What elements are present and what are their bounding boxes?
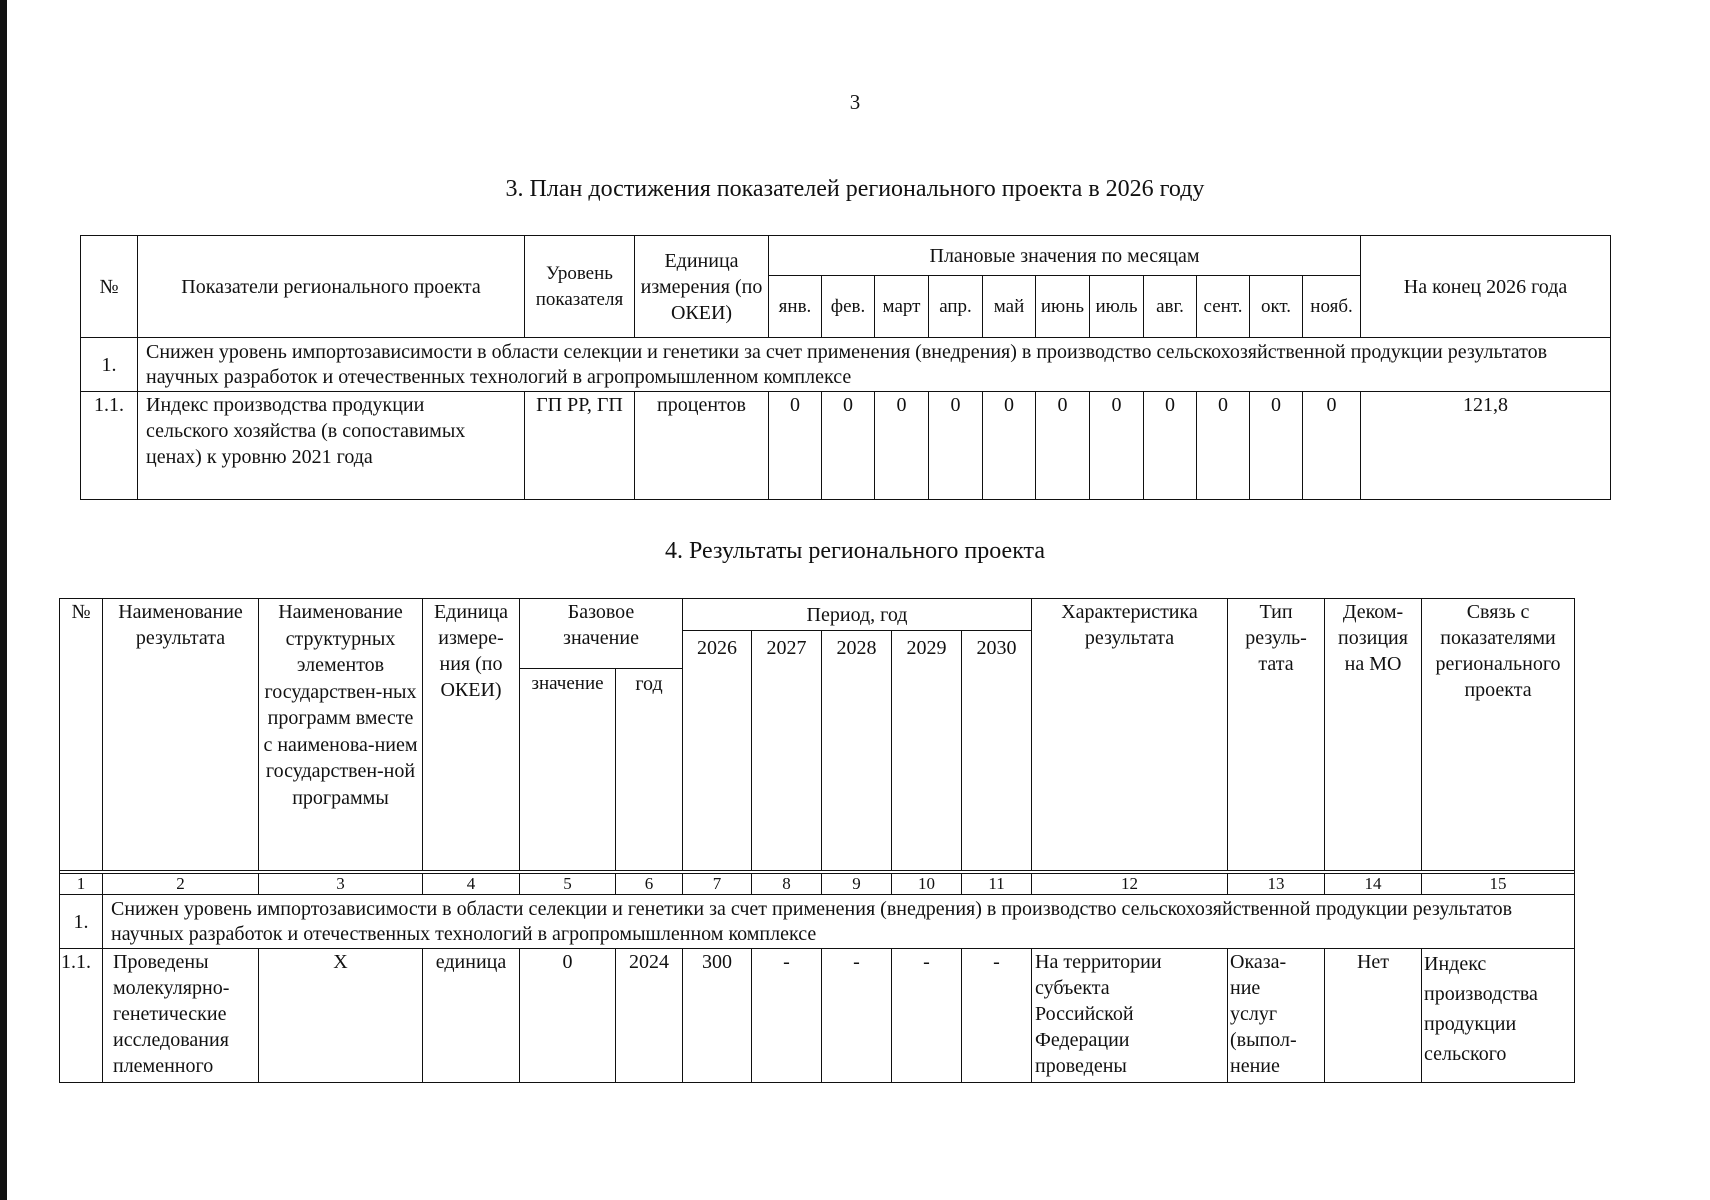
row-link: Индекс производства продукции сельского bbox=[1422, 949, 1575, 1083]
column-number: 13 bbox=[1228, 874, 1325, 895]
group-text: Снижен уровень импортозависимости в области селекции и генетики за счет применения (внедрения) в производство сельскохозяйственной продукции результатов научных разработок и отечественных технологий в агропромышленном комплексе bbox=[138, 338, 1611, 392]
row-end-value: 121,8 bbox=[1361, 392, 1611, 500]
header-month: апр. bbox=[929, 276, 983, 338]
header-indicator: Показатели регионального проекта bbox=[138, 236, 525, 338]
row-characteristic: На территории субъекта Российской Федерации проведены bbox=[1032, 949, 1228, 1083]
row-year-value: - bbox=[962, 949, 1032, 1083]
column-number: 8 bbox=[752, 874, 822, 895]
group-num: 1. bbox=[81, 338, 138, 392]
row-num: 1.1. bbox=[60, 949, 103, 1083]
row-base-year: 2024 bbox=[616, 949, 683, 1083]
header-level: Уровень показателя bbox=[525, 236, 635, 338]
header-month: окт. bbox=[1250, 276, 1303, 338]
column-number: 6 bbox=[616, 874, 683, 895]
header-year: 2030 bbox=[962, 631, 1032, 871]
header-decomp: Деком-позиция на МО bbox=[1325, 599, 1422, 871]
header-structural: Наименование структурных элементов государствен-ных программ вместе с наименова-нием государствен-ной программы bbox=[259, 599, 423, 871]
header-month: янв. bbox=[769, 276, 822, 338]
header-period: Период, год bbox=[683, 599, 1032, 631]
row-year-value: - bbox=[822, 949, 892, 1083]
header-end: На конец 2026 года bbox=[1361, 236, 1611, 338]
page-number: 3 bbox=[849, 90, 861, 114]
row-level: ГП РР, ГП bbox=[525, 392, 635, 500]
header-monthly: Плановые значения по месяцам bbox=[769, 236, 1361, 276]
header-year: 2029 bbox=[892, 631, 962, 871]
row-month-value: 0 bbox=[983, 392, 1036, 500]
header-month: авг. bbox=[1144, 276, 1197, 338]
header-month: март bbox=[875, 276, 929, 338]
header-year: 2028 bbox=[822, 631, 892, 871]
row-base-value: 0 bbox=[520, 949, 616, 1083]
row-unit: процентов bbox=[635, 392, 769, 500]
header-link: Связь с показателями регионального проекта bbox=[1422, 599, 1575, 871]
row-year-value: - bbox=[752, 949, 822, 1083]
row-num: 1.1. bbox=[81, 392, 138, 500]
row-decomp: Нет bbox=[1325, 949, 1422, 1083]
indicator-plan-table bbox=[80, 235, 1611, 500]
header-base: Базовое значение bbox=[520, 599, 683, 669]
header-characteristic: Характеристика результата bbox=[1032, 599, 1228, 871]
header-month: фев. bbox=[822, 276, 875, 338]
column-number: 11 bbox=[962, 874, 1032, 895]
header-month: нояб. bbox=[1303, 276, 1361, 338]
row-month-value: 0 bbox=[1144, 392, 1197, 500]
row-month-value: 0 bbox=[875, 392, 929, 500]
header-year: 2027 bbox=[752, 631, 822, 871]
column-number: 7 bbox=[683, 874, 752, 895]
header-num: № bbox=[60, 599, 103, 871]
row-month-value: 0 bbox=[1197, 392, 1250, 500]
group-text: Снижен уровень импортозависимости в области селекции и генетики за счет применения (внедрения) в производство сельскохозяйственной продукции результатов научных разработок и отечественных технологий в агропромышленном комплексе bbox=[103, 895, 1575, 949]
column-number: 9 bbox=[822, 874, 892, 895]
column-number: 5 bbox=[520, 874, 616, 895]
row-month-value: 0 bbox=[1303, 392, 1361, 500]
header-num: № bbox=[81, 236, 138, 338]
column-number: 10 bbox=[892, 874, 962, 895]
column-number: 4 bbox=[423, 874, 520, 895]
header-name: Наименование результата bbox=[103, 599, 259, 871]
section4-title: 4. Результаты регионального проекта bbox=[665, 538, 1045, 564]
row-month-value: 0 bbox=[1250, 392, 1303, 500]
row-unit: единица bbox=[423, 949, 520, 1083]
header-year: 2026 bbox=[683, 631, 752, 871]
row-month-value: 0 bbox=[1036, 392, 1090, 500]
results-table bbox=[59, 598, 1575, 1083]
row-month-value: 0 bbox=[822, 392, 875, 500]
header-unit: Единица измере-ния (по ОКЕИ) bbox=[423, 599, 520, 871]
header-unit: Единица измерения (по ОКЕИ) bbox=[635, 236, 769, 338]
column-number: 12 bbox=[1032, 874, 1228, 895]
group-num: 1. bbox=[60, 895, 103, 949]
header-base-value: значение bbox=[520, 669, 616, 871]
header-month: сент. bbox=[1197, 276, 1250, 338]
row-month-value: 0 bbox=[769, 392, 822, 500]
section3-title: 3. План достижения показателей регионального проекта в 2026 году bbox=[505, 176, 1205, 202]
row-year-value: 300 bbox=[683, 949, 752, 1083]
row-indicator: Индекс производства продукции сельского хозяйства (в сопоставимых ценах) к уровню 2021 года bbox=[138, 392, 525, 500]
column-number: 2 bbox=[103, 874, 259, 895]
column-number: 3 bbox=[259, 874, 423, 895]
header-base-year: год bbox=[616, 669, 683, 871]
row-structural: Х bbox=[259, 949, 423, 1083]
row-month-value: 0 bbox=[929, 392, 983, 500]
row-month-value: 0 bbox=[1090, 392, 1144, 500]
header-month: май bbox=[983, 276, 1036, 338]
header-type: Тип резуль-тата bbox=[1228, 599, 1325, 871]
column-number: 15 bbox=[1422, 874, 1575, 895]
row-name: Проведены молекулярно-генетические исследования племенного bbox=[103, 949, 259, 1083]
column-number: 14 bbox=[1325, 874, 1422, 895]
row-type: Оказа-ние услуг (выпол-нение bbox=[1228, 949, 1325, 1083]
column-number: 1 bbox=[60, 874, 103, 895]
header-month: июнь bbox=[1036, 276, 1090, 338]
header-month: июль bbox=[1090, 276, 1144, 338]
row-year-value: - bbox=[892, 949, 962, 1083]
